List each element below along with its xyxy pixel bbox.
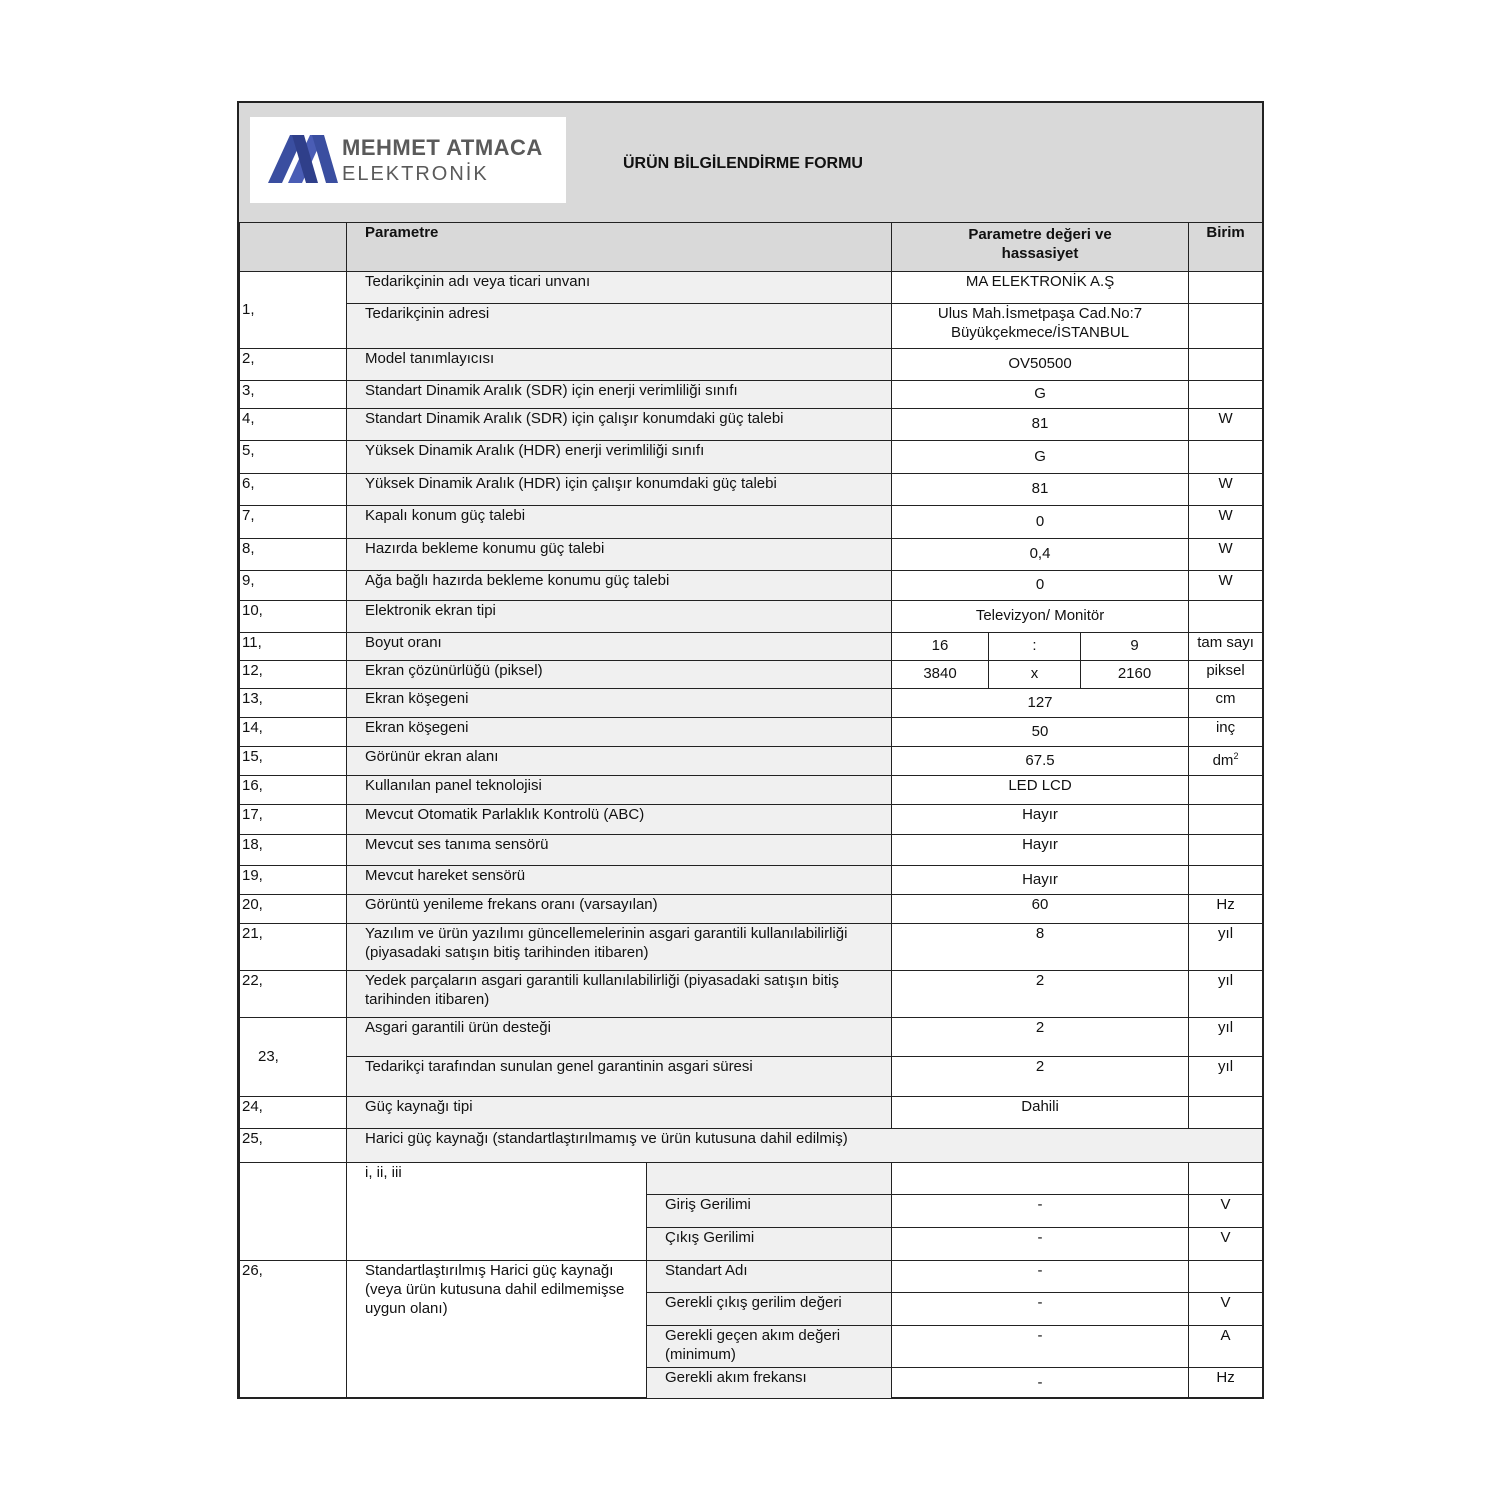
row-number: 13, bbox=[240, 689, 347, 718]
ma-logo-icon bbox=[268, 135, 338, 183]
row-unit: V bbox=[1189, 1293, 1263, 1326]
sub-label: Gerekli akım frekansı bbox=[647, 1368, 892, 1399]
row-unit: Hz bbox=[1189, 1368, 1263, 1399]
table-row bbox=[240, 895, 1263, 924]
sub-label: Çıkış Gerilimi bbox=[647, 1228, 892, 1261]
row-unit bbox=[1189, 304, 1263, 349]
row-unit bbox=[1189, 381, 1263, 409]
row-number: 18, bbox=[240, 835, 347, 866]
row-label: Asgari garantili ürün desteği bbox=[347, 1018, 892, 1057]
row-label: Standart Dinamik Aralık (SDR) için çalışır konumdaki güç talebi bbox=[347, 409, 892, 441]
row-unit: yıl bbox=[1189, 924, 1263, 971]
header-row bbox=[240, 223, 1263, 272]
table-row bbox=[240, 661, 1263, 689]
header-param: Parametre bbox=[347, 223, 892, 272]
table-row bbox=[240, 506, 1263, 539]
table-row bbox=[240, 381, 1263, 409]
table-row bbox=[240, 835, 1263, 866]
row-label: Mevcut ses tanıma sensörü bbox=[347, 835, 892, 866]
product-info-form bbox=[237, 101, 1264, 1399]
table-row bbox=[240, 272, 1263, 304]
row-label: Tedarikçi tarafından sunulan genel garantinin asgari süresi bbox=[347, 1057, 892, 1097]
row-label: Hazırda bekleme konumu güç talebi bbox=[347, 539, 892, 571]
sub-label: Gerekli çıkış gerilim değeri bbox=[647, 1293, 892, 1326]
table-row bbox=[240, 971, 1263, 1018]
table-row bbox=[240, 571, 1263, 601]
row-number: 19, bbox=[240, 866, 347, 895]
row-unit bbox=[1189, 1163, 1263, 1195]
row-unit: yıl bbox=[1189, 971, 1263, 1018]
row-unit: V bbox=[1189, 1228, 1263, 1261]
sub-label: Giriş Gerilimi bbox=[647, 1195, 892, 1228]
row-unit bbox=[1189, 747, 1263, 776]
row-number: 24, bbox=[240, 1097, 347, 1129]
table-row bbox=[240, 1097, 1263, 1129]
row-unit: W bbox=[1189, 409, 1263, 441]
row-value: 0 bbox=[892, 506, 1189, 539]
row-value: - bbox=[892, 1293, 1189, 1326]
row-label: Tedarikçinin adresi bbox=[347, 304, 892, 349]
row-label: Kullanılan panel teknolojisi bbox=[347, 776, 892, 805]
row-unit: W bbox=[1189, 571, 1263, 601]
row-value: - bbox=[892, 1228, 1189, 1261]
aspect-height: 9 bbox=[1081, 633, 1189, 661]
row-label: Yüksek Dinamik Aralık (HDR) enerji verimliliği sınıfı bbox=[347, 441, 892, 474]
row-value: Dahili bbox=[892, 1097, 1189, 1129]
row-label: Standart Dinamik Aralık (SDR) için enerji verimliliği sınıfı bbox=[347, 381, 892, 409]
row-unit bbox=[1189, 441, 1263, 474]
row-value: G bbox=[892, 381, 1189, 409]
table-row bbox=[240, 747, 1263, 776]
row-value: 127 bbox=[892, 689, 1189, 718]
row-label: Tedarikçinin adı veya ticari unvanı bbox=[347, 272, 892, 304]
row-label: Ekran köşegeni bbox=[347, 689, 892, 718]
row-number: 16, bbox=[240, 776, 347, 805]
row-label: Ekran çözünürlüğü (piksel) bbox=[347, 661, 892, 689]
row-unit bbox=[1189, 272, 1263, 304]
row-label: Mevcut Otomatik Parlaklık Kontrolü (ABC) bbox=[347, 805, 892, 835]
row-number: 7, bbox=[240, 506, 347, 539]
row-value: 81 bbox=[892, 474, 1189, 506]
row-value: - bbox=[892, 1368, 1189, 1399]
unit-base: dm bbox=[1212, 752, 1234, 770]
row-value: 2 bbox=[892, 1057, 1189, 1097]
row-unit: Hz bbox=[1189, 895, 1263, 924]
row-number: 1, bbox=[240, 272, 347, 349]
table-row bbox=[240, 1261, 1263, 1293]
aspect-separator: : bbox=[989, 633, 1081, 661]
sub-group-label: i, ii, iii bbox=[347, 1163, 647, 1261]
row-unit: yıl bbox=[1189, 1018, 1263, 1057]
row-unit bbox=[1189, 1261, 1263, 1293]
row-value: 0,4 bbox=[892, 539, 1189, 571]
table-row bbox=[240, 1057, 1263, 1097]
row-label: Harici güç kaynağı (standartlaştırılmamış ve ürün kutusuna dahil edilmiş) bbox=[347, 1129, 1263, 1163]
table-row bbox=[240, 539, 1263, 571]
row-number: 2, bbox=[240, 349, 347, 381]
row-unit bbox=[1189, 601, 1263, 633]
form-header bbox=[239, 103, 1262, 224]
row-number: 6, bbox=[240, 474, 347, 506]
row-number: 12, bbox=[240, 661, 347, 689]
table-row bbox=[240, 1129, 1263, 1163]
row-unit: inç bbox=[1189, 718, 1263, 747]
row-unit: W bbox=[1189, 474, 1263, 506]
row-value: 2 bbox=[892, 1018, 1189, 1057]
logo-text-line2: ELEKTRONİK bbox=[342, 163, 489, 185]
row-number: 9, bbox=[240, 571, 347, 601]
row-value: 81 bbox=[892, 409, 1189, 441]
table-row bbox=[240, 441, 1263, 474]
row-number: 4, bbox=[240, 409, 347, 441]
row-value: LED LCD bbox=[892, 776, 1189, 805]
row-value: 8 bbox=[892, 924, 1189, 971]
row-number: 23, bbox=[240, 1018, 347, 1097]
address-line-1: Ulus Mah.İsmetpaşa Cad.No:7 bbox=[937, 305, 1143, 322]
row-unit: V bbox=[1189, 1195, 1263, 1228]
row-value: - bbox=[892, 1195, 1189, 1228]
table-row bbox=[240, 1018, 1263, 1057]
row-value: 60 bbox=[892, 895, 1189, 924]
row-label: Ağa bağlı hazırda bekleme konumu güç talebi bbox=[347, 571, 892, 601]
address-line-2: Büyükçekmece/İSTANBUL bbox=[950, 323, 1130, 341]
row-label: Kapalı konum güç talebi bbox=[347, 506, 892, 539]
row-unit: piksel bbox=[1189, 661, 1263, 689]
row-number: 14, bbox=[240, 718, 347, 747]
header-num-cell bbox=[240, 223, 347, 272]
row-number: 15, bbox=[240, 747, 347, 776]
company-logo bbox=[250, 117, 566, 203]
row-number: 26, bbox=[240, 1261, 347, 1399]
form-title: ÜRÜN BİLGİLENDİRME FORMU bbox=[623, 155, 863, 172]
row-label: Görüntü yenileme frekans oranı (varsayılan) bbox=[347, 895, 892, 924]
header-unit: Birim bbox=[1189, 223, 1263, 272]
table-row bbox=[240, 409, 1263, 441]
header-value: Parametre değeri ve hassasiyet bbox=[892, 223, 1189, 272]
row-label: Model tanımlayıcısı bbox=[347, 349, 892, 381]
table-row bbox=[240, 1163, 1263, 1195]
table-row bbox=[240, 474, 1263, 506]
row-label: Mevcut hareket sensörü bbox=[347, 866, 892, 895]
sub-label: Standart Adı bbox=[647, 1261, 892, 1293]
table-row bbox=[240, 349, 1263, 381]
row-unit: A bbox=[1189, 1326, 1263, 1368]
row-value bbox=[892, 1163, 1189, 1195]
row-unit: W bbox=[1189, 539, 1263, 571]
row-number: 5, bbox=[240, 441, 347, 474]
row-value: Televizyon/ Monitör bbox=[892, 601, 1189, 633]
row-number: 11, bbox=[240, 633, 347, 661]
row-value: - bbox=[892, 1326, 1189, 1368]
unit-exponent: 2 bbox=[1233, 751, 1239, 762]
row-label: Yedek parçaların asgari garantili kullanılabilirliği (piyasadaki satışın bitiş tarihinden itibaren) bbox=[347, 971, 892, 1018]
row-value: OV50500 bbox=[892, 349, 1189, 381]
row-unit: cm bbox=[1189, 689, 1263, 718]
row-value: 50 bbox=[892, 718, 1189, 747]
row-value: 67.5 bbox=[892, 747, 1189, 776]
table-row bbox=[240, 776, 1263, 805]
row-number: 22, bbox=[240, 971, 347, 1018]
row-unit bbox=[1189, 349, 1263, 381]
row-label: Yazılım ve ürün yazılımı güncellemelerinin asgari garantili kullanılabilirliği (piyasadaki satışın bitiş tarihinden itibaren) bbox=[347, 924, 892, 971]
row-number: 21, bbox=[240, 924, 347, 971]
row-value: 2 bbox=[892, 971, 1189, 1018]
row-unit bbox=[1189, 776, 1263, 805]
row-value: MA ELEKTRONİK A.Ş bbox=[892, 272, 1189, 304]
row-label: Boyut oranı bbox=[347, 633, 892, 661]
resolution-height: 2160 bbox=[1081, 661, 1189, 689]
aspect-width: 16 bbox=[892, 633, 989, 661]
row-label: Elektronik ekran tipi bbox=[347, 601, 892, 633]
row-value bbox=[892, 304, 1189, 349]
row-unit: yıl bbox=[1189, 1057, 1263, 1097]
row-unit bbox=[1189, 1097, 1263, 1129]
row-value: Hayır bbox=[892, 835, 1189, 866]
row-unit: W bbox=[1189, 506, 1263, 539]
row-number: 8, bbox=[240, 539, 347, 571]
table-row bbox=[240, 689, 1263, 718]
table-row bbox=[240, 601, 1263, 633]
row-number: 25, bbox=[240, 1129, 347, 1163]
table-row bbox=[240, 866, 1263, 895]
row-number: 17, bbox=[240, 805, 347, 835]
row-value: - bbox=[892, 1261, 1189, 1293]
row-label: Güç kaynağı tipi bbox=[347, 1097, 892, 1129]
row-label: Yüksek Dinamik Aralık (HDR) için çalışır konumdaki güç talebi bbox=[347, 474, 892, 506]
row-number: 3, bbox=[240, 381, 347, 409]
logo-text-line1: MEHMET ATMACA bbox=[342, 135, 543, 160]
resolution-width: 3840 bbox=[892, 661, 989, 689]
table-row bbox=[240, 718, 1263, 747]
row-value: Hayır bbox=[892, 866, 1189, 895]
table-row bbox=[240, 633, 1263, 661]
sub-label bbox=[647, 1163, 892, 1195]
parameter-table bbox=[239, 222, 1263, 1399]
row-unit bbox=[1189, 835, 1263, 866]
row-value: Hayır bbox=[892, 805, 1189, 835]
table-row bbox=[240, 304, 1263, 349]
row-label: Görünür ekran alanı bbox=[347, 747, 892, 776]
resolution-separator: x bbox=[989, 661, 1081, 689]
sub-group-label: Standartlaştırılmış Harici güç kaynağı (veya ürün kutusuna dahil edilmemişse uygun olanı) bbox=[347, 1261, 647, 1399]
row-number: 20, bbox=[240, 895, 347, 924]
row-number bbox=[240, 1163, 347, 1261]
table-row bbox=[240, 924, 1263, 971]
sub-label: Gerekli geçen akım değeri (minimum) bbox=[647, 1326, 892, 1368]
row-value: 0 bbox=[892, 571, 1189, 601]
row-unit bbox=[1189, 805, 1263, 835]
row-number: 10, bbox=[240, 601, 347, 633]
row-unit bbox=[1189, 866, 1263, 895]
table-row bbox=[240, 805, 1263, 835]
row-unit: tam sayı bbox=[1189, 633, 1263, 661]
row-value: G bbox=[892, 441, 1189, 474]
row-label: Ekran köşegeni bbox=[347, 718, 892, 747]
